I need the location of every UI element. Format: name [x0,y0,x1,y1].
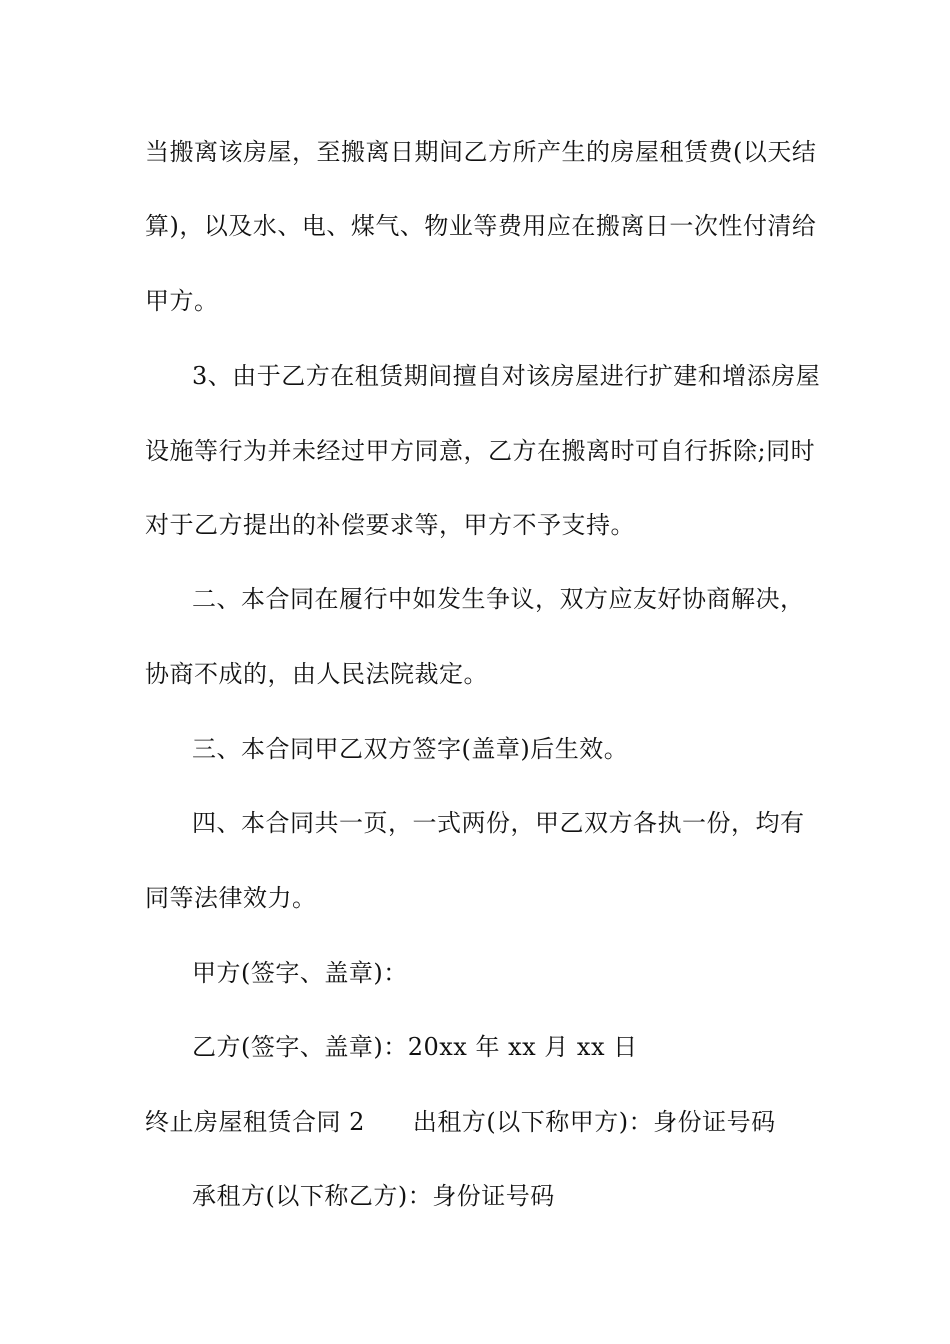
party-a-signature-line: 甲方(签字、盖章)： [192,959,408,987]
paragraph-line: 甲方。 [145,287,219,315]
lessee-line: 承租方(以下称乙方)：身份证号码 [192,1182,555,1210]
party-b-signature-line: 乙方(签字、盖章)：20xx 年 xx 月 xx 日 [192,1033,638,1061]
paragraph-line: 当搬离该房屋，至搬离日期间乙方所产生的房屋租赁费(以天结 [145,138,817,166]
article-4-line: 四、本合同共一页，一式两份，甲乙双方各执一份，均有 [192,809,805,837]
article-2-line: 二、本合同在履行中如发生争议，双方应友好协商解决， [192,585,805,613]
paragraph-line: 对于乙方提出的补偿要求等，甲方不予支持。 [145,511,635,539]
second-contract-title: 终止房屋租赁合同 2 [145,1108,365,1136]
paragraph-line: 协商不成的，由人民法院裁定。 [145,660,488,688]
paragraph-line: 设施等行为并未经过甲方同意，乙方在搬离时可自行拆除;同时 [145,437,816,465]
second-contract-heading [145,1107,776,1137]
paragraph-line: 同等法律效力。 [145,884,317,912]
clause-3-line: 3、由于乙方在租赁期间擅自对该房屋进行扩建和增添房屋 [192,362,821,390]
paragraph-line: 算)，以及水、电、煤气、物业等费用应在搬离日一次性付清给 [145,212,817,240]
lessor-line: 出租方(以下称甲方)：身份证号码 [412,1108,776,1136]
article-3-line: 三、本合同甲乙双方签字(盖章)后生效。 [192,735,629,763]
